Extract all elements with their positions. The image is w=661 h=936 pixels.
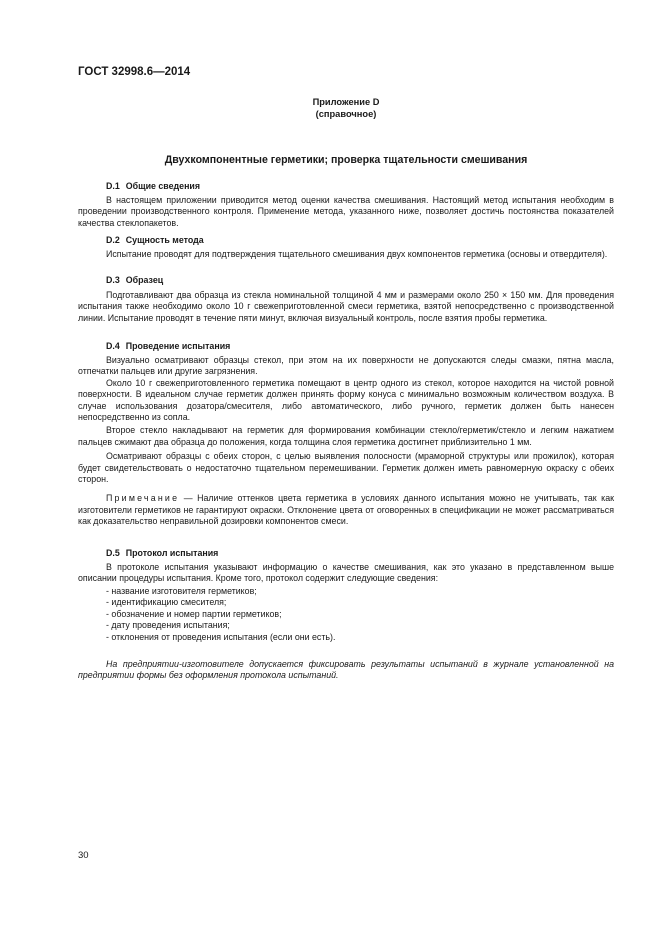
appendix-title: Приложение D (312, 97, 380, 107)
section-heading-d2 (106, 235, 204, 245)
section-heading-d1 (106, 181, 200, 191)
protocol-items-list (106, 586, 335, 643)
paragraph: На предприятии-изготовителе допускается фиксировать результаты испытаний в журнале установленной на предприятии формы без оформления протокола испытаний. (78, 659, 614, 681)
list-item: - обозначение и номер партии герметиков; (106, 608, 282, 619)
section-number: D.5 (106, 548, 120, 558)
section-heading-d4 (106, 341, 230, 351)
paragraph: Второе стекло накладывают на герметик для формирования комбинации стекло/герметик/стекло и легким нажатием пальцев сжимают два образца до положения, когда толщина слоя герметика достигнет приблизительно 1 мм. (78, 425, 614, 447)
page-number: 30 (78, 850, 89, 861)
section-heading-d3 (106, 275, 163, 285)
appendix-subtitle: (справочное) (315, 109, 377, 119)
section-number: D.3 (106, 275, 120, 285)
list-item: - дату проведения испытания; (106, 620, 230, 631)
paragraph: В протоколе испытания указывают информацию о качестве смешивания, как это указано в представленном выше описании процедуры испытания. Кроме того, протокол содержит следующие сведения: (78, 562, 614, 584)
paragraph: Около 10 г свежеприготовленного герметика помещают в центр одного из стекол, которое находится на чистой ровной поверхности. В идеальном случае герметик должен принять форму конуса с минимально возможным количеством воздуха. В случае использования дозатора/смесителя, либо автоматического, либо ручного, герметик должен быть нанесен непосредственно из сопла. (78, 377, 614, 423)
section-title: Протокол испытания (125, 548, 219, 558)
paragraph: В настоящем приложении приводится метод оценки качества смешивания. Настоящий метод испытания необходим в проведении производственного контроля. Применение метода, указанного ниже, позволяет достичь постоянства показателей качества стеклопакетов. (78, 195, 614, 228)
paragraph: Испытание проводят для подтверждения тщательного смешивания двух компонентов герметика (основы и отвердителя). (106, 249, 608, 259)
section-title: Общие сведения (125, 181, 201, 191)
section-title: Образец (125, 275, 164, 285)
paragraph: Визуально осматривают образцы стекол, при этом на их поверхности не допускаются следы смазки, пятна масла, отпечатки пальцев или другие загрязнения. (78, 355, 614, 377)
paragraph: Осматривают образцы с обеих сторон, с целью выявления полосности (мраморной структуры или прожилок), которая будет свидетельствовать о недостаточно тщательном перемешивании. Герметик должен иметь равномерную окраску с обеих сторон. (78, 451, 614, 485)
section-heading-d5 (106, 548, 218, 558)
note-label: Примечание (106, 493, 180, 504)
section-body-d1 (78, 195, 614, 229)
main-title: Двухкомпонентные герметики; проверка тщательности смешивания (164, 154, 528, 166)
section-number: D.4 (106, 341, 120, 351)
section-number: D.2 (106, 235, 120, 245)
section-title: Сущность метода (125, 235, 204, 245)
section-number: D.1 (106, 181, 120, 191)
section-title: Проведение испытания (125, 341, 231, 351)
closing-note (78, 659, 614, 682)
note-text: — Наличие оттенков цвета герметика в условиях данного испытания можно не учитывать, так как изготовители герметиков не гарантируют окраски. Отклонение цвета от оговоренных в спецификации не может рассматриваться как доказательство неправильной дозировки компонентов смеси. (78, 493, 614, 527)
section-body-d4 (78, 355, 614, 528)
paragraph: Подготавливают два образца из стекла номинальной толщиной 4 мм и размерами около 250 × 150 мм. Для проведения испытания также необходимо около 10 г свежеприготовленной смеси герметика, взятой непосредственно с производственной линии. Испытание проводят в течение пяти минут, включая визуальный контроль, после взятия пробы герметика. (78, 290, 614, 323)
section-body-d3 (78, 290, 614, 324)
section-body-d2 (78, 249, 614, 260)
list-item: - отклонения от проведения испытания (если они есть). (106, 631, 336, 642)
list-item: - название изготовителя герметиков; (106, 586, 257, 596)
document-id: ГОСТ 32998.6—2014 (78, 66, 191, 78)
list-item: - идентификацию смесителя; (106, 597, 227, 608)
note (78, 493, 614, 527)
section-body-d5 (78, 562, 614, 585)
